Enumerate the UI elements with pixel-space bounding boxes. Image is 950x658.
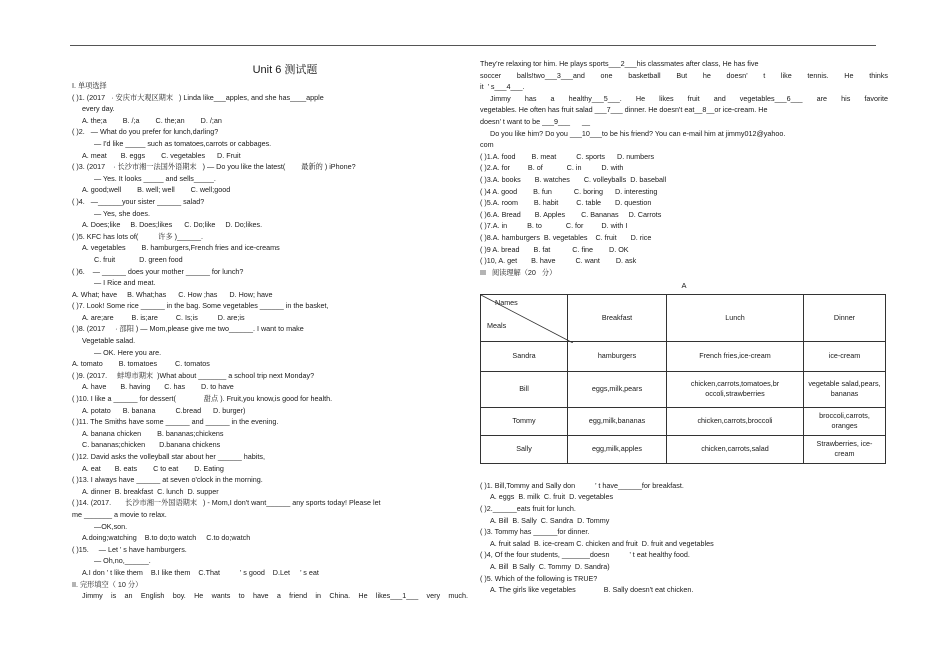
- text-line: com: [480, 140, 494, 150]
- question-line: A. Bill B. Sally C. Sandra D. Tommy: [490, 515, 610, 525]
- corner-meals-label: Meals: [487, 320, 507, 330]
- question-line: ( )5. Which of the following is TRUE?: [480, 573, 598, 583]
- text-line: C. fruit D. green food: [94, 254, 183, 264]
- text-line: soccer balls!two___3___and one basketball But he doesn’ t like tennis. He thinks: [480, 70, 888, 80]
- table-corner-cell: [481, 294, 568, 341]
- left-text-block: [72, 80, 468, 602]
- reading-label: A: [681, 281, 687, 291]
- table-row: [481, 407, 886, 435]
- row-name: Tommy: [481, 407, 568, 435]
- text-line: Do you like him? Do you ___10___to be his friend? You can e-mail him at jimmy012@yahoo.: [490, 128, 786, 138]
- text-line: —OK,son.: [94, 521, 128, 531]
- row-name: Sandra: [481, 341, 568, 371]
- row-lunch: French fries,ice-cream: [667, 341, 804, 371]
- row-name: Bill: [481, 371, 568, 407]
- text-line: ( )6. — ______ does your mother ______ for lunch?: [72, 266, 244, 276]
- text-line: ( )6.A. Bread B. Apples C. Bananas D. Carrots: [480, 209, 662, 219]
- text-line: ( )13. I always have ______ at seven o'clock in the morning.: [72, 475, 263, 485]
- text-line: Jimmy has a healthy___5___. He likes fruit and vegetables___6___ are his favorite: [490, 93, 888, 103]
- text-line: ( )15. — Let ’ s have hamburgers.: [72, 544, 187, 554]
- text-line: A. tomato B. tomatoes C. tomatos: [72, 359, 210, 369]
- header-lunch: Lunch: [667, 294, 804, 341]
- text-line: ( )3. (2017 · 长沙市湘一法国外语期末 ) — Do you like the latest( 最新的 ) iPhone?: [72, 162, 356, 172]
- text-line: — I'd like _____ such as tomatoes,carrots or cabbages.: [94, 138, 272, 148]
- text-line: ( )9 A. bread B. fat C. fine D. OK: [480, 244, 629, 254]
- text-line: ( )10, A. get B. have C. want D. ask: [480, 256, 637, 266]
- text-line: — OK. Here you are.: [94, 347, 162, 357]
- text-line: — Yes. It looks _____ and sells_____.: [94, 173, 216, 183]
- text-line: ( )10. I like a ______ for dessert( 甜点 ). Fruit,you know,is good for health.: [72, 394, 333, 404]
- text-line: A. the;a B. /;a C. the;an D. /;an: [82, 115, 222, 125]
- row-dinner: ice-cream: [804, 341, 886, 371]
- text-line: ( )2.A. for B. of C. in D. with: [480, 163, 624, 173]
- text-line: A. Does;like B. Does;likes C. Do;like D. Do;likes.: [82, 220, 263, 230]
- question-line: A. fruit salad B. ice-cream C. chicken and fruit D. fruit and vegetables: [490, 538, 714, 548]
- table-row: [481, 435, 886, 463]
- text-line: II. 完形填空（ 10 分）: [72, 579, 143, 589]
- text-line: A.doing;watching B.to do;to watch C.to do;watch: [82, 533, 251, 543]
- text-line: A. are;are B. is;are C. Is;is D. are;is: [82, 312, 245, 322]
- text-line: A. vegetables B. hamburgers,French fries and ice-creams: [82, 243, 280, 253]
- row-breakfast: egg,milk,apples: [568, 435, 667, 463]
- text-line: A. potato B. banana C.bread D. burger): [82, 405, 246, 415]
- text-line: — I Rice and meat.: [94, 278, 156, 288]
- row-breakfast: hamburgers: [568, 341, 667, 371]
- text-line: A. What; have B. What;has C. How ;has D. How; have: [72, 289, 273, 299]
- question-line: ( )1. Bill,Tommy and Sally don ’ t have______for breakfast.: [480, 480, 684, 490]
- row-breakfast: eggs,milk,pears: [568, 371, 667, 407]
- question-line: A. Bill B Sally C. Tommy D. Sandra): [490, 562, 610, 572]
- question-line: A. The girls like vegetables B. Sally doesn't eat chicken.: [490, 585, 694, 595]
- text-line: ( )5. KFC has lots of( 许多 )______.: [72, 231, 204, 241]
- text-line: Vegetable salad.: [82, 336, 136, 346]
- text-line: C. bananas;chicken D.banana chickens: [82, 440, 221, 450]
- text-line: ( )8.A. hamburgers B. vegetables C. fruit D. rice: [480, 232, 652, 242]
- left-column: [72, 58, 468, 602]
- text-line: ( )14. (2017. 长沙市湘一外国语期末 ) - Mom,I don't want______ any sports today! Please let: [72, 498, 381, 508]
- text-line: ( )2. — What do you prefer for lunch,darling?: [72, 127, 219, 137]
- text-line: A. good;well B. well; well C. well;good: [82, 185, 231, 195]
- row-lunch: chicken,carrots,salad: [667, 435, 804, 463]
- text-line: A. dinner B. breakfast C. lunch D. supper: [82, 486, 219, 496]
- row-dinner: broccoli,carrots, oranges: [804, 407, 886, 435]
- text-line: A.I don ’ t like them B.I like them C.That ’ s good D.Let ’ s eat: [82, 567, 319, 577]
- row-lunch: chicken,carrots,tomatoes,br occoli,strawberries: [667, 371, 804, 407]
- meals-table: [480, 294, 886, 464]
- text-line: me _______ a movie to relax.: [72, 509, 167, 519]
- text-line: it ’ s___4___.: [480, 82, 525, 92]
- row-name: Sally: [481, 435, 568, 463]
- reading-questions-block: [480, 480, 888, 596]
- text-line: — Yes, she does.: [94, 208, 150, 218]
- text-line: A. banana chicken B. bananas;chickens: [82, 428, 224, 438]
- text-line: They’re relaxing tor him. He plays sports___2___his classmates after class, He has five: [480, 59, 759, 68]
- row-dinner: vegetable salad,pears, bananas: [804, 371, 886, 407]
- table-row: [481, 341, 886, 371]
- text-line: ( )7. Look! Some rice ______ in the bag. Some vegetables ______ in the basket,: [72, 301, 329, 311]
- header-rule: [70, 45, 876, 46]
- cloze-text-block: [480, 58, 888, 278]
- header-dinner: Dinner: [804, 294, 886, 341]
- question-line: ( )2.______eats fruit for lunch.: [480, 504, 576, 514]
- text-line: ( )8. (2017 · 邵阳 ) — Mom,please give me two______. I want to make: [72, 324, 304, 334]
- text-line: ( )3.A. books B. watches C. volleyballs D. baseball: [480, 174, 667, 184]
- text-line: A. meat B. eggs C. vegetables D. Fruit: [82, 150, 241, 160]
- text-line: ( )1. (2017 · 安庆市大观区期末 ) Linda like___apples, and she has____apple: [72, 92, 324, 102]
- row-dinner: Strawberries, ice-cream: [804, 435, 886, 463]
- question-line: ( )4, Of the four students, _______doesn ’ t eat healthy food.: [480, 550, 690, 560]
- text-line: ( )11. The Smiths have some ______ and ______ in the evening.: [72, 417, 279, 427]
- text-line: Jimmy is an English boy. He wants to have a friend in China. He likes___1___ very much.: [82, 591, 468, 601]
- right-column: [480, 58, 888, 596]
- text-line: ( )7.A. in B. to C. for D. with I: [480, 221, 628, 231]
- question-line: ( )3. Tommy has ______for dinner.: [480, 527, 590, 537]
- header-breakfast: Breakfast: [568, 294, 667, 341]
- text-line: every day.: [82, 104, 115, 114]
- text-line: A. have B. having C. has D. to have: [82, 382, 234, 392]
- text-line: vegetables. He often has fruit salad ___7___ dinner. He doesn't eat__8__or ice-cream. He: [480, 105, 768, 115]
- text-line: ( )5.A. room B. habit C. table D. question: [480, 198, 652, 208]
- text-line: ( )4 A. good B. fun C. boring D. interesting: [480, 186, 658, 196]
- row-breakfast: egg,milk,bananas: [568, 407, 667, 435]
- row-lunch: chicken,carrots,broccoli: [667, 407, 804, 435]
- text-line: A. eat B. eats C to eat D. Eating: [82, 463, 224, 473]
- text-line: III 阅读理解（20 分）: [480, 267, 557, 277]
- text-line: — Oh,no,______.: [94, 556, 151, 566]
- page-title: Unit 6 测试题: [252, 64, 318, 76]
- corner-names-label: Names: [495, 297, 518, 307]
- text-line: I. 单项选择: [72, 81, 107, 90]
- text-line: ( )12. David asks the volleyball star about her ______ habits,: [72, 452, 265, 461]
- question-line: A. eggs B. milk C. fruit D. vegetables: [490, 492, 614, 502]
- text-line: doesn’ t want to be ___9___ __: [480, 116, 591, 126]
- table-row: [481, 371, 886, 407]
- table-header-row: [481, 294, 886, 341]
- text-line: ( )1.A. food B. meat C. sports D. numbers: [480, 151, 655, 161]
- text-line: ( )9. (2017. 蚌埠市期末 )What about _______ a school trip next Monday?: [72, 370, 315, 380]
- text-line: ( )4. —______your sister ______ salad?: [72, 196, 205, 206]
